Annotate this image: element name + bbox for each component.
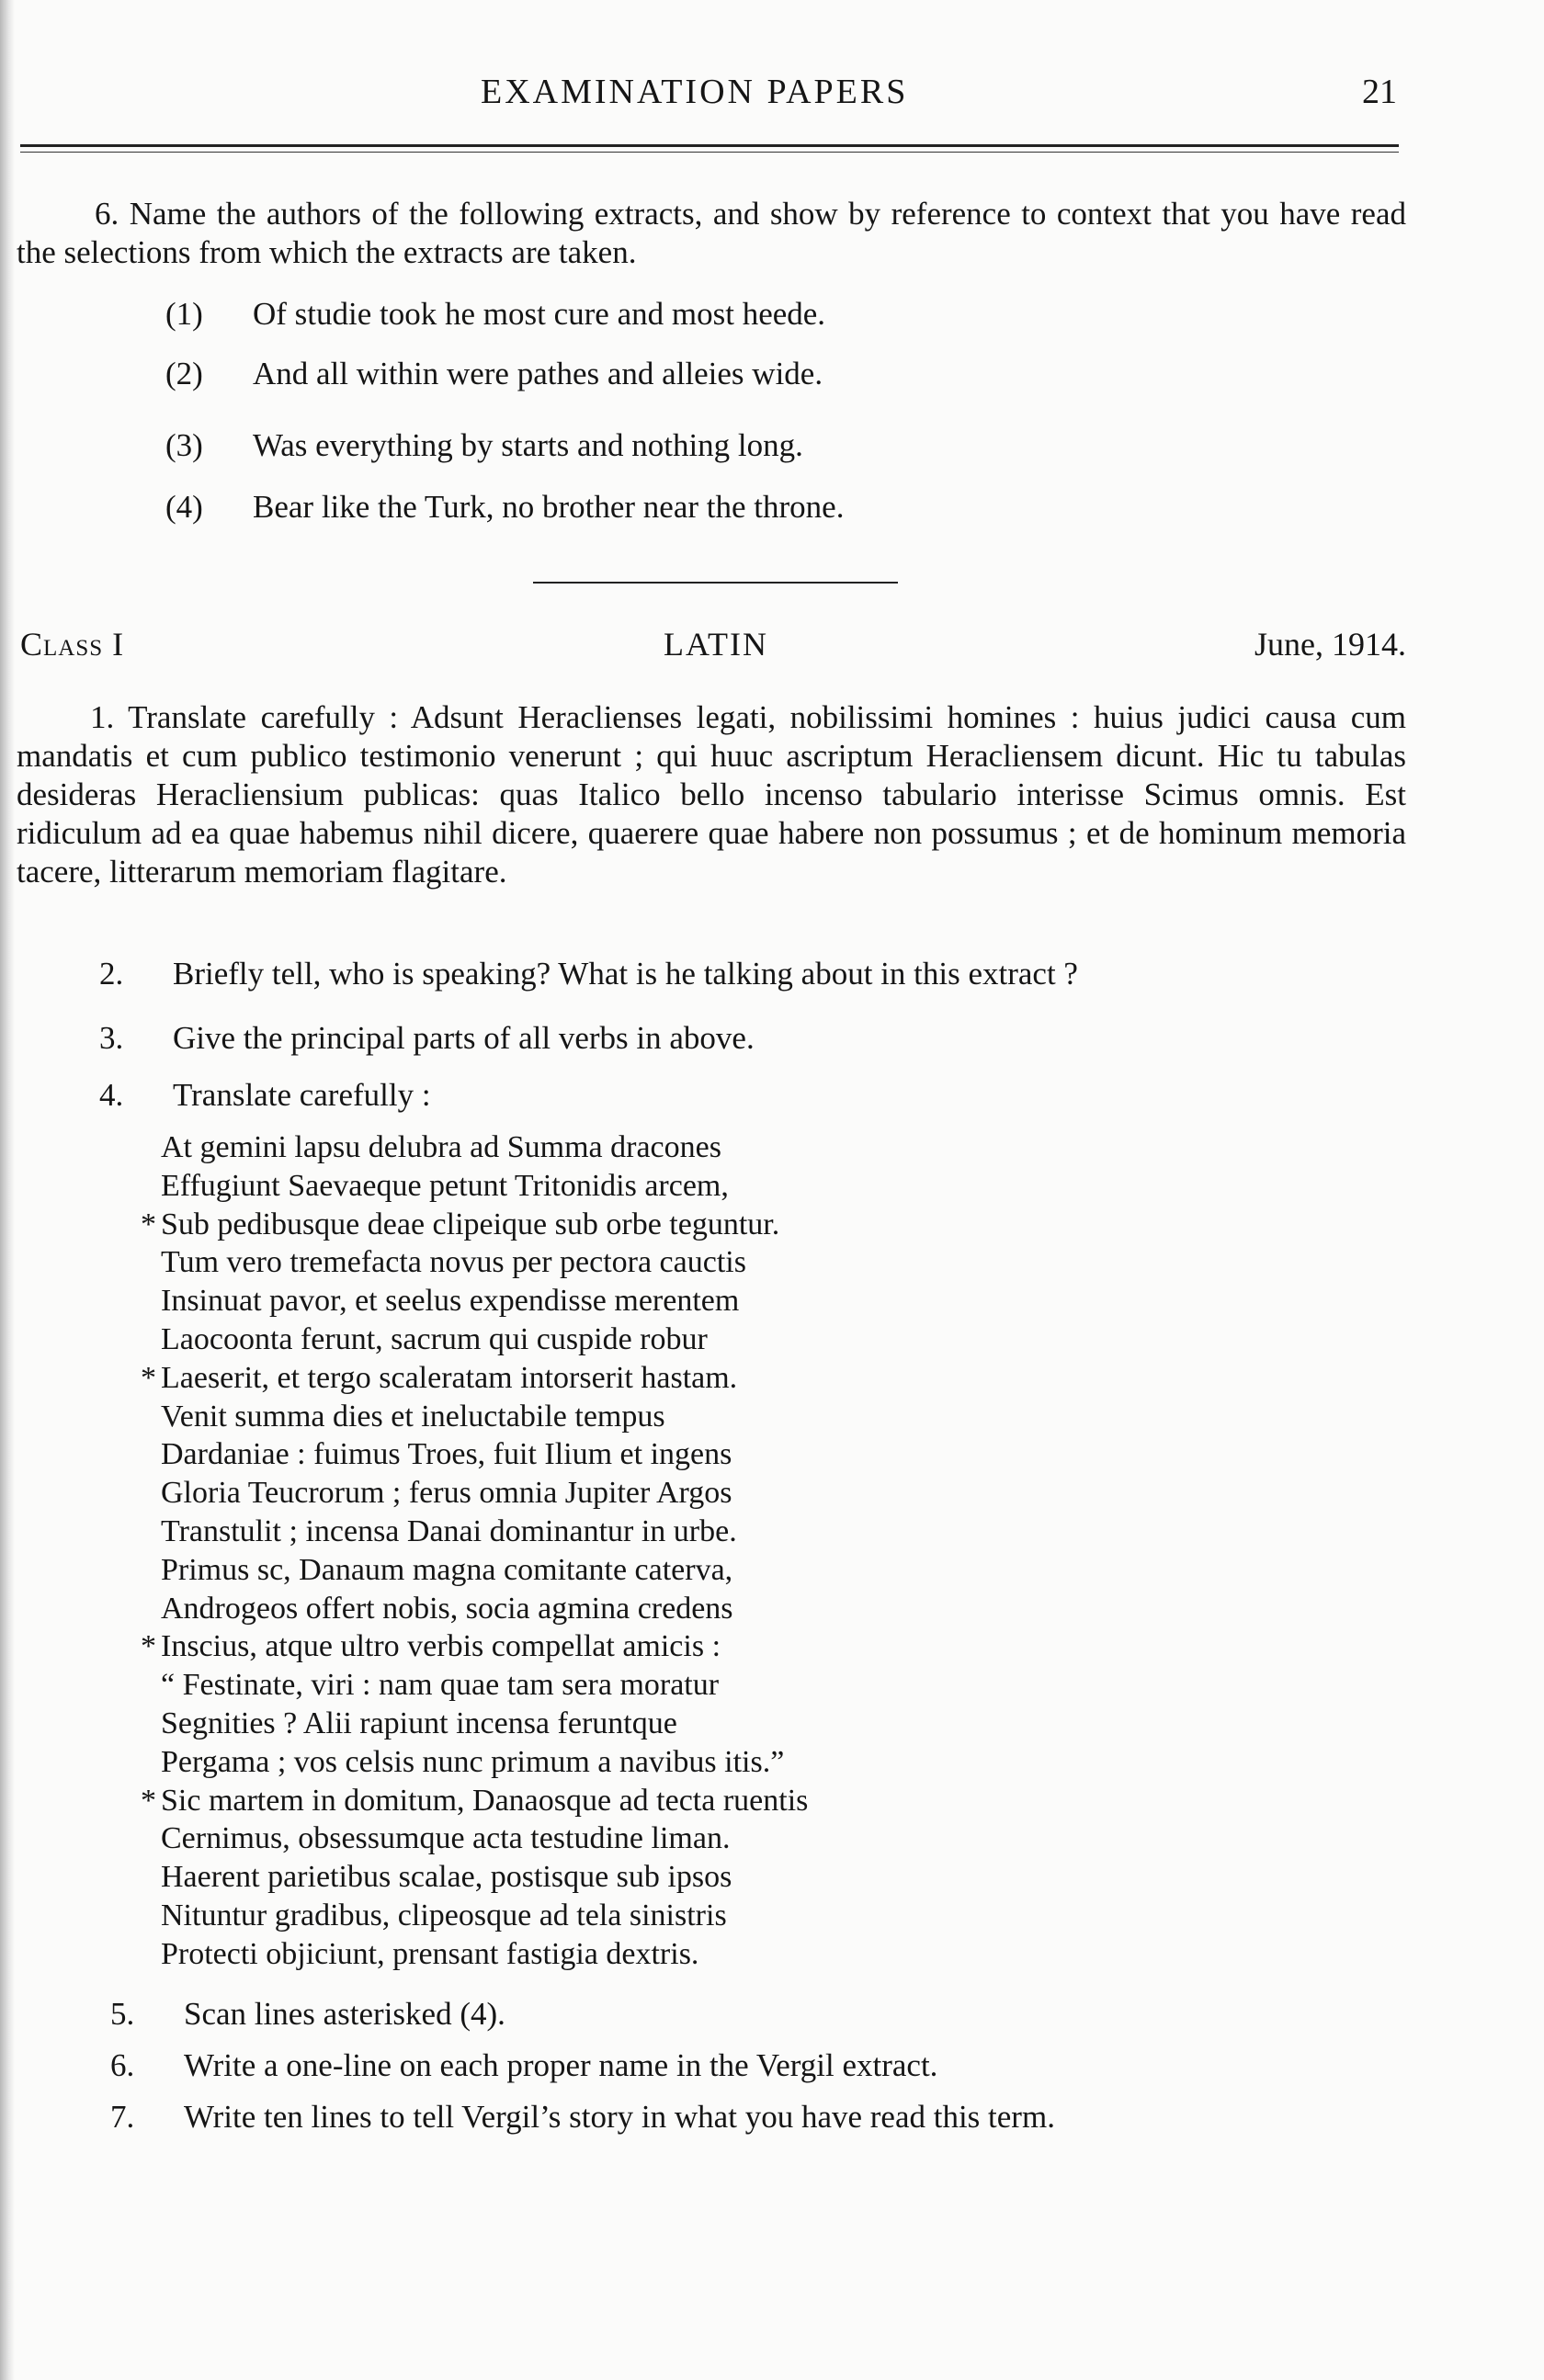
- poem-line: [161, 1705, 808, 1743]
- extract-item: [165, 427, 803, 464]
- extract-number: (4): [165, 489, 203, 525]
- poem-line: [161, 1320, 808, 1359]
- poem-line-text: Inscius, atque ultro verbis compellat amicis :: [161, 1629, 721, 1664]
- header-rule-thick: [20, 144, 1399, 147]
- poem-line-text: Protecti objiciunt, prensant fastigia dextris.: [161, 1936, 699, 1971]
- poem-line-text: Dardaniae : fuimus Troes, fuit Ilium et ingens: [161, 1437, 732, 1472]
- poem-line: [161, 1513, 808, 1551]
- extract-item: [165, 489, 844, 526]
- latin-question-2: [99, 956, 1078, 992]
- poem-line: [161, 1935, 808, 1974]
- question-text: Give the principal parts of all verbs in above.: [173, 1020, 755, 1056]
- poem-line-text: Laeserit, et tergo scaleratam intorserit hastam.: [161, 1360, 738, 1395]
- vergil-extract: [141, 1128, 809, 1974]
- subject-title: LATIN: [664, 626, 768, 663]
- asterisk-marker: *: [141, 1629, 156, 1664]
- extract-text: And all within were pathes and alleies wide.: [253, 356, 823, 391]
- poem-line: [141, 1627, 808, 1666]
- poem-line: [161, 1897, 808, 1935]
- exam-date: June, 1914.: [1254, 626, 1406, 663]
- question-6-prompt: [17, 195, 1406, 272]
- poem-line: [161, 1743, 808, 1782]
- poem-line-text: At gemini lapsu delubra ad Summa dracones: [161, 1130, 721, 1164]
- question-number: 5.: [110, 1996, 135, 2032]
- header-rule-thin: [20, 152, 1399, 153]
- poem-line: [161, 1590, 808, 1628]
- poem-line-text: Nituntur gradibus, clipeosque ad tela sinistris: [161, 1898, 727, 1932]
- poem-line-text: Transtulit ; incensa Danai dominantur in urbe.: [161, 1513, 737, 1548]
- latin-question-3: [99, 1020, 755, 1057]
- poem-line-text: Tum vero tremefacta novus per pectora cauctis: [161, 1245, 746, 1280]
- poem-line-text: Segnities ? Alii rapiunt incensa feruntque: [161, 1706, 677, 1740]
- question-number: 7.: [110, 2099, 135, 2135]
- poem-line-text: Pergama ; vos celsis nunc primum a navibus itis.”: [161, 1744, 785, 1779]
- poem-line-text: Effugiunt Saevaeque petunt Tritonidis arcem,: [161, 1168, 729, 1203]
- asterisk-marker: *: [141, 1783, 156, 1818]
- latin-question-4: [99, 1077, 431, 1114]
- extract-text: Bear like the Turk, no brother near the throne.: [253, 489, 845, 525]
- extract-number: (1): [165, 296, 203, 332]
- running-header: EXAMINATION PAPERS: [481, 73, 909, 111]
- poem-line: [161, 1819, 808, 1858]
- latin-question-5: [110, 1996, 505, 2033]
- poem-line: [141, 1359, 808, 1398]
- poem-line: [161, 1167, 808, 1206]
- poem-line-text: Venit summa dies et ineluctabile tempus: [161, 1399, 665, 1434]
- section-divider: [533, 582, 898, 584]
- question-text: Translate carefully :: [173, 1077, 431, 1113]
- extract-item: [165, 296, 825, 333]
- poem-line: [161, 1474, 808, 1513]
- question-number: 6.: [95, 196, 119, 232]
- extract-text: Of studie took he most cure and most heede.: [253, 296, 826, 332]
- poem-line: [161, 1128, 808, 1167]
- extract-item: [165, 356, 823, 392]
- poem-line-text: Primus sc, Danaum magna comitante caterva,: [161, 1552, 733, 1587]
- question-text: Briefly tell, who is speaking? What is he talking about in this extract ?: [173, 956, 1078, 992]
- page-edge-shadow: [0, 0, 15, 2380]
- poem-line-text: Insinuat pavor, et seelus expendisse merentem: [161, 1284, 740, 1319]
- question-number: 2.: [99, 956, 124, 992]
- latin-question-1: [17, 698, 1406, 891]
- question-number: 1.: [90, 699, 115, 735]
- question-text: Scan lines asterisked (4).: [184, 1996, 505, 2032]
- latin-question-7: [110, 2099, 1055, 2136]
- poem-line-text: “ Festinate, viri : nam quae tam sera moratur: [161, 1668, 720, 1703]
- page-number: 21: [1362, 73, 1397, 111]
- asterisk-marker: *: [141, 1207, 156, 1241]
- poem-line-text: Sic martem in domitum, Danaosque ad tecta ruentis: [161, 1783, 809, 1818]
- poem-line: [141, 1206, 808, 1244]
- class-label: Class I: [20, 626, 125, 663]
- poem-line: [141, 1782, 809, 1820]
- poem-line-text: Haerent parietibus scalae, postisque sub ipsos: [161, 1860, 732, 1895]
- poem-line-text: Androgeos offert nobis, socia agmina credens: [161, 1591, 733, 1626]
- question-number: 3.: [99, 1020, 124, 1056]
- poem-line: [161, 1398, 808, 1436]
- question-text: Write a one-line on each proper name in the Vergil extract.: [184, 2047, 938, 2083]
- poem-line: [161, 1666, 808, 1705]
- extract-number: (3): [165, 427, 203, 463]
- poem-line-text: Cernimus, obsessumque acta testudine liman.: [161, 1821, 731, 1856]
- poem-line: [161, 1551, 808, 1590]
- poem-line: [161, 1282, 808, 1320]
- asterisk-marker: *: [141, 1360, 156, 1395]
- extract-number: (2): [165, 356, 203, 391]
- poem-line-text: Sub pedibusque deae clipeique sub orbe teguntur.: [161, 1207, 780, 1241]
- question-text: Translate carefully : Adsunt Heraclienses legati, nobilissimi homines : huius judici causa cum mandatis et cum publico testimonio venerunt ; qui huuc ascriptum Heracliensem dicunt. Hic tu tabulas desideras Heracliensium publicas: quas Italico bello incenso tabulario interisse Scimus omnis. Est ridiculum ad ea quae habemus nihil dicere, quaerere quae habere non possumus ; et de hominum memoria tacere, litterarum memoriam flagitare.: [17, 699, 1406, 890]
- question-text: Name the authors of the following extracts, and show by reference to context that you have read the selections from which the extracts are taken.: [17, 196, 1406, 270]
- latin-question-6: [110, 2047, 937, 2084]
- question-text: Write ten lines to tell Vergil’s story in what you have read this term.: [184, 2099, 1055, 2135]
- poem-line-text: Laocoonta ferunt, sacrum qui cuspide robur: [161, 1321, 708, 1356]
- question-number: 4.: [99, 1077, 124, 1113]
- poem-line-text: Gloria Teucrorum ; ferus omnia Jupiter Argos: [161, 1476, 732, 1511]
- poem-line: [161, 1243, 808, 1282]
- poem-line: [161, 1435, 808, 1474]
- extract-text: Was everything by starts and nothing long.: [253, 427, 803, 463]
- poem-line: [161, 1858, 808, 1897]
- question-number: 6.: [110, 2047, 135, 2083]
